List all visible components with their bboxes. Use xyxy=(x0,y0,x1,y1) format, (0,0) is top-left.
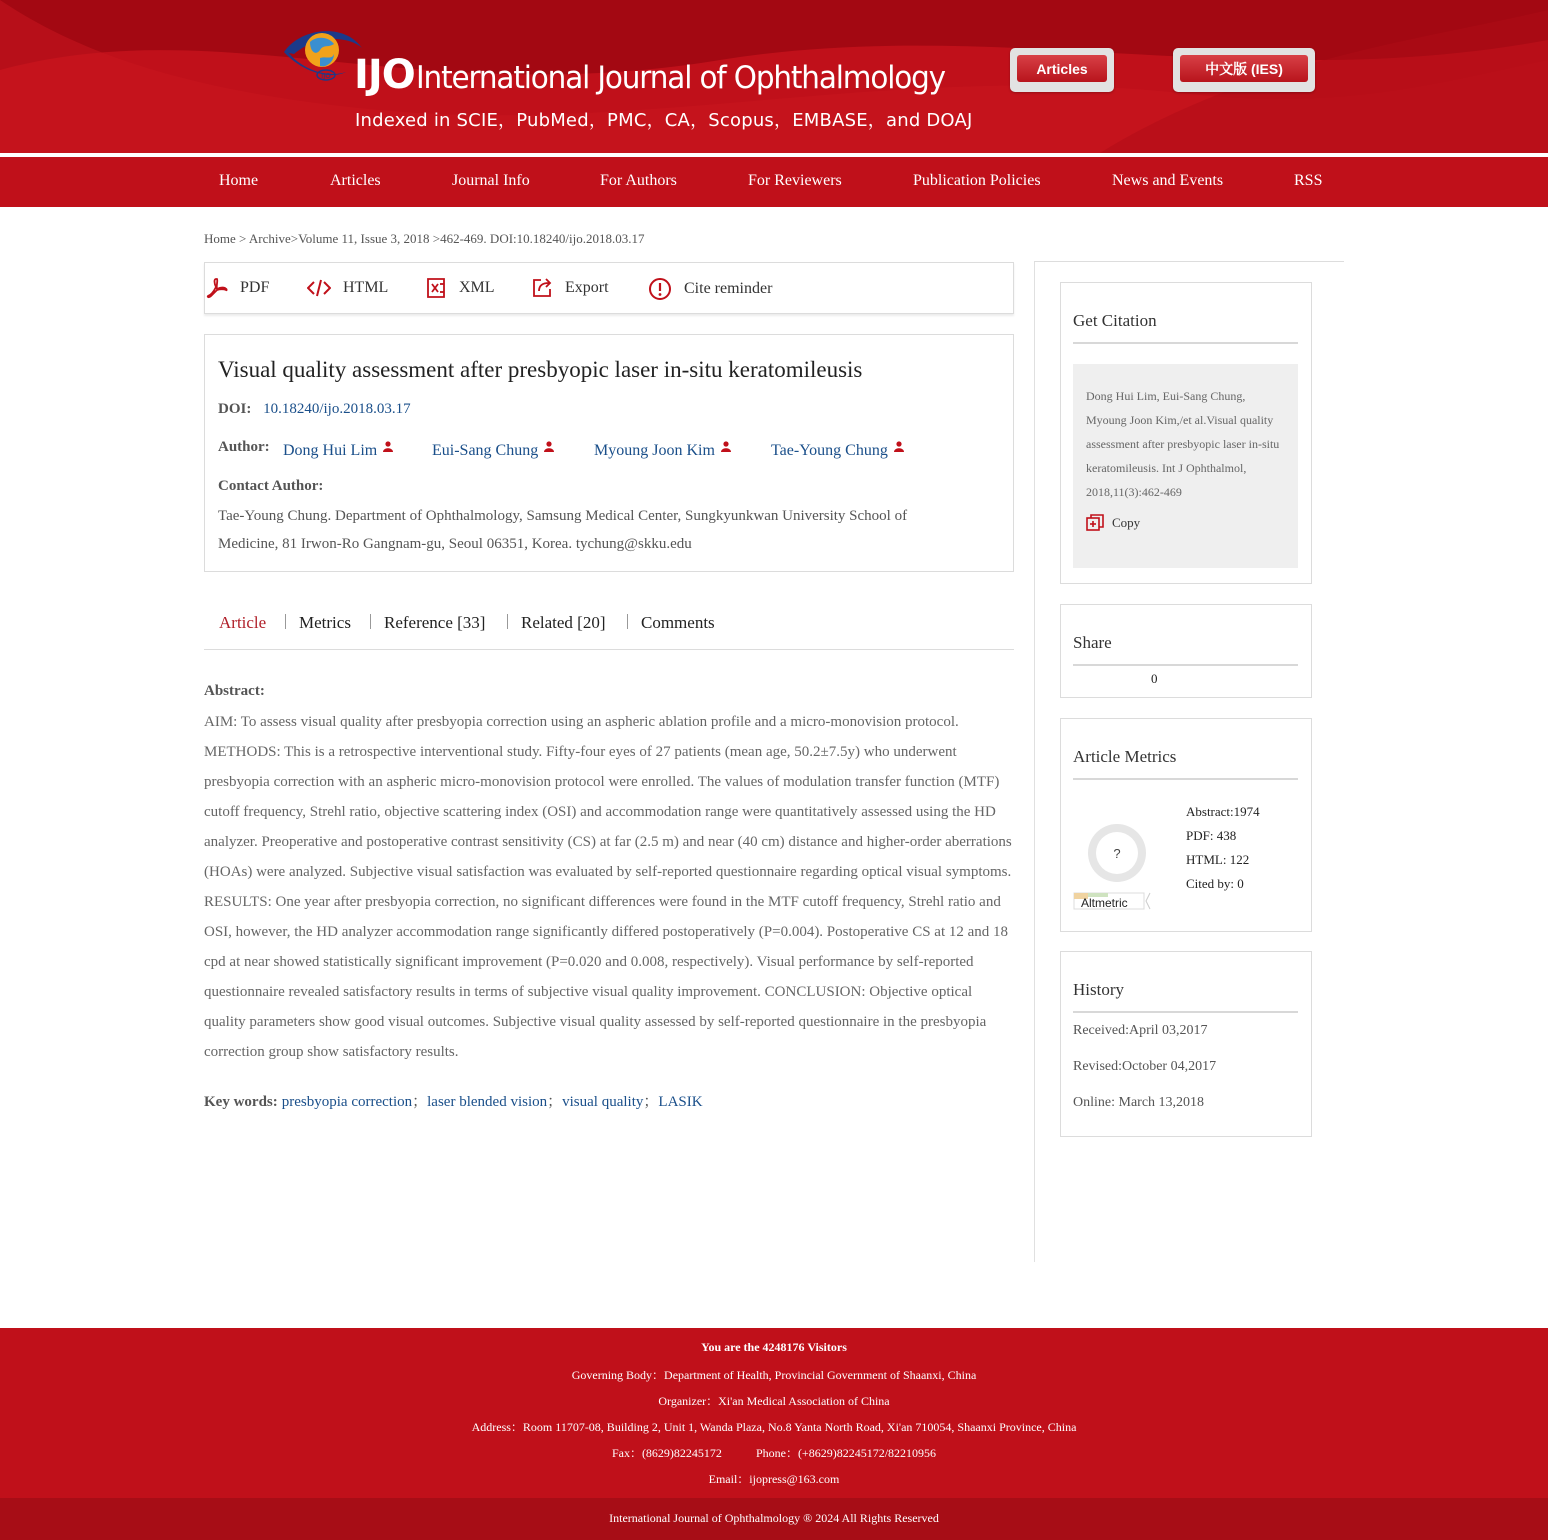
card-rule xyxy=(1073,664,1298,666)
keyword-link[interactable]: visual quality xyxy=(562,1094,644,1110)
phone: Phone：(+8629)82245172/82210956 xyxy=(755,1446,937,1460)
xml-button[interactable] xyxy=(425,277,495,299)
column-divider xyxy=(1034,262,1035,1262)
export-label: Export xyxy=(565,279,609,296)
html-button[interactable] xyxy=(307,277,388,299)
fax-phone-row xyxy=(0,1444,1548,1461)
author-link-1[interactable] xyxy=(283,441,393,460)
altmetric-score: ? xyxy=(1113,846,1121,861)
keyword-separator: ； xyxy=(547,1094,563,1110)
tab-related[interactable]: Related [20] xyxy=(521,613,606,632)
cited-by-count: Cited by: 0 xyxy=(1186,876,1244,891)
person-icon xyxy=(894,441,904,452)
nav-journal-info[interactable]: Journal Info xyxy=(452,172,530,189)
keyword-link[interactable]: laser blended vision xyxy=(427,1094,548,1110)
online-date: Online: March 13,2018 xyxy=(1073,1095,1205,1110)
chinese-version-button-label: 中文版 (IES) xyxy=(1180,55,1308,82)
person-icon xyxy=(544,441,554,452)
citation-heading: Get Citation xyxy=(1073,311,1157,330)
author-name: Dong Hui Lim xyxy=(283,442,378,459)
export-button[interactable] xyxy=(531,277,609,299)
keyword-separator: ； xyxy=(412,1094,428,1110)
pdf-label: PDF xyxy=(240,279,270,296)
author-name: Tae-Young Chung xyxy=(771,442,888,459)
author-link-3[interactable] xyxy=(594,441,731,460)
alert-icon xyxy=(648,277,672,301)
person-icon xyxy=(383,441,393,452)
altmetric-donut-icon xyxy=(1073,819,1153,911)
nav-for-authors[interactable]: For Authors xyxy=(600,172,677,189)
tab-separator xyxy=(285,614,286,629)
nav-home[interactable]: Home xyxy=(219,172,259,189)
xml-icon xyxy=(425,277,447,299)
metrics-heading: Article Metrics xyxy=(1073,747,1177,766)
logo-abbreviation: IJO xyxy=(354,52,415,98)
tab-reference[interactable]: Reference [33] xyxy=(384,613,486,632)
citation-box xyxy=(1073,364,1298,568)
breadcrumb[interactable]: Home > Archive>Volume 11, Issue 3, 2018 >462-469. DOI:10.18240/ijo.2018.03.17 xyxy=(204,231,645,246)
keywords-row xyxy=(204,1090,703,1111)
nav-articles[interactable]: Articles xyxy=(330,172,381,189)
doi-row xyxy=(218,401,411,418)
organizer: Organizer：Xi'an Medical Association of China xyxy=(658,1394,890,1408)
doi-link[interactable]: 10.18240/ijo.2018.03.17 xyxy=(263,401,411,417)
nav-publication-policies[interactable]: Publication Policies xyxy=(913,172,1041,189)
author-row xyxy=(218,439,998,459)
abstract-text: AIM: To assess visual quality after presbyopia correction using an aspheric ablation profile and a micro-monovision protocol. METHODS: This is a retrospective interventional study. Fifty-four eyes of 27 patients (mean age, 50.2±7.5y) who underwent presbyopia correction with an aspheric micro-monovision protocol were enrolled. The values of modulation transfer function (MTF) cutoff frequency, Strehl ratio, objective scattering index (OSI) and accommodation range were quantitatively assessed using the HD analyzer. Preoperative and postoperative contrast sensitivity (CS) at far (2.5 m) and near (40 cm) distance and higher-order aberrations (HOAs) were analyzed. Subjective visual satisfaction was evaluated by self-reported questionnaire regarding optical visual symptoms. RESULTS: One year after presbyopia correction, no significant differences were found in the MTF cutoff frequency, Strehl ratio and OSI, however, the HD analyzer accommodation range significantly differed postoperatively (P=0.004). Postoperative CS at 12 and 18 cpd at near showed statistically significant improvement (P=0.020 and 0.008, respectively). Visual performance by self-reported questionnaire revealed satisfactory results in terms of subjective visual quality improvement. CONCLUSION: Objective optical quality parameters show good visual outcomes. Subjective visual quality assessed by self-reported questionnaire in the presbyopia correction group show satisfactory results. xyxy=(204,714,1012,1060)
altmetric-label: Altmetric xyxy=(1081,896,1128,910)
keyword-separator: ； xyxy=(643,1094,659,1110)
citation-text: Dong Hui Lim, Eui-Sang Chung, Myoung Joon Kim,/et al.Visual quality assessment after presbyopic laser in-situ keratomileusis. Int J Ophthalmol, 2018,11(3):462-469 xyxy=(1086,389,1280,499)
sidebar-top-rule xyxy=(1034,261,1344,262)
nav-news-and-events[interactable]: News and Events xyxy=(1112,172,1224,189)
eye-globe-logo-icon xyxy=(280,22,364,84)
article-toolbar xyxy=(204,262,1014,314)
article-tabs xyxy=(204,611,1014,650)
abstract-views: Abstract:1974 xyxy=(1186,804,1260,819)
doi-label: DOI: xyxy=(218,401,252,417)
tab-separator xyxy=(627,614,628,629)
nav-for-reviewers[interactable]: For Reviewers xyxy=(748,172,842,189)
chinese-version-button[interactable] xyxy=(1173,48,1315,92)
cite-reminder-label: Cite reminder xyxy=(684,280,773,297)
pdf-button[interactable] xyxy=(206,277,269,299)
article-info-box xyxy=(204,334,1014,572)
html-label: HTML xyxy=(343,279,389,296)
pdf-icon xyxy=(206,277,228,299)
author-name: Myoung Joon Kim xyxy=(594,442,715,459)
revised-date: Revised:October 04,2017 xyxy=(1073,1059,1217,1074)
main-nav xyxy=(0,157,1548,207)
nav-rss[interactable]: RSS xyxy=(1294,172,1323,189)
address: Address：Room 11707-08, Building 2, Unit 1, Wanda Plaza, No.8 Yanta North Road, Xi'an 710054, Shaanxi Province, China xyxy=(471,1420,1077,1434)
author-link-2[interactable] xyxy=(432,441,554,460)
tab-separator xyxy=(507,614,508,629)
tab-comments[interactable]: Comments xyxy=(641,613,715,632)
share-card xyxy=(1060,604,1312,698)
site-footer xyxy=(0,1328,1548,1498)
author-link-4[interactable] xyxy=(771,441,904,460)
email: Email：ijopress@163.com xyxy=(708,1472,840,1486)
governing-body: Governing Body：Department of Health, Provincial Government of Shaanxi, China xyxy=(571,1368,977,1382)
history-card xyxy=(1060,951,1312,1137)
metrics-card xyxy=(1060,718,1312,932)
history-heading: History xyxy=(1073,980,1124,999)
keyword-link[interactable]: presbyopia correction xyxy=(281,1094,413,1110)
author-label: Author: xyxy=(218,439,270,455)
contact-author-text: Tae-Young Chung. Department of Ophthalmology, Samsung Medical Center, Sungkyunkwan University School of Medicine, 81 Irwon-Ro Gangnam-gu, Seoul 06351, Korea. tychung@skku.edu xyxy=(218,508,908,552)
header-banner xyxy=(0,0,1548,153)
articles-button-label: Articles xyxy=(1017,55,1107,82)
keyword-link[interactable]: LASIK xyxy=(658,1094,703,1110)
indexed-line: Indexed in SCIE，PubMed，PMC，CA，Scopus，EMBASE，and DOAJ xyxy=(355,110,973,131)
share-heading: Share xyxy=(1073,633,1112,652)
article-title: Visual quality assessment after presbyopic laser in-situ keratomileusis xyxy=(218,357,863,382)
author-name: Eui-Sang Chung xyxy=(432,442,539,459)
card-rule xyxy=(1073,1011,1298,1013)
fax: Fax：(8629)82245172 xyxy=(611,1446,722,1460)
copyright-bar xyxy=(0,1498,1548,1540)
tab-metrics[interactable]: Metrics xyxy=(299,613,351,632)
keywords-label: Key words: xyxy=(204,1094,278,1110)
altmetric-badge[interactable] xyxy=(1073,819,1153,911)
logo-badge: IJO xyxy=(321,72,331,80)
citation-card xyxy=(1060,282,1312,584)
journal-title: International Journal of Ophthalmology xyxy=(416,60,945,96)
abstract-label: Abstract: xyxy=(204,683,265,699)
copy-label: Copy xyxy=(1112,515,1141,530)
share-count: 0 xyxy=(1151,671,1158,686)
card-rule xyxy=(1073,342,1298,344)
html-views: HTML: 122 xyxy=(1186,852,1250,867)
cite-reminder-button[interactable] xyxy=(648,277,772,301)
card-rule xyxy=(1073,778,1298,780)
copyright: International Journal of Ophthalmology ® 2024 All Rights Reserved xyxy=(609,1511,939,1525)
tab-article[interactable]: Article xyxy=(219,613,267,632)
received-date: Received:April 03,2017 xyxy=(1073,1023,1208,1038)
contact-author-label: Contact Author: xyxy=(218,478,324,494)
visitor-count: You are the 4248176 Visitors xyxy=(701,1340,847,1354)
pdf-views: PDF: 438 xyxy=(1186,828,1237,843)
export-icon xyxy=(531,277,553,299)
copy-icon xyxy=(1086,514,1104,532)
articles-button[interactable] xyxy=(1010,48,1114,92)
xml-label: XML xyxy=(459,279,495,296)
tab-separator xyxy=(370,614,371,629)
person-icon xyxy=(721,441,731,452)
code-icon xyxy=(307,277,331,299)
copy-citation-button[interactable] xyxy=(1086,514,1140,532)
